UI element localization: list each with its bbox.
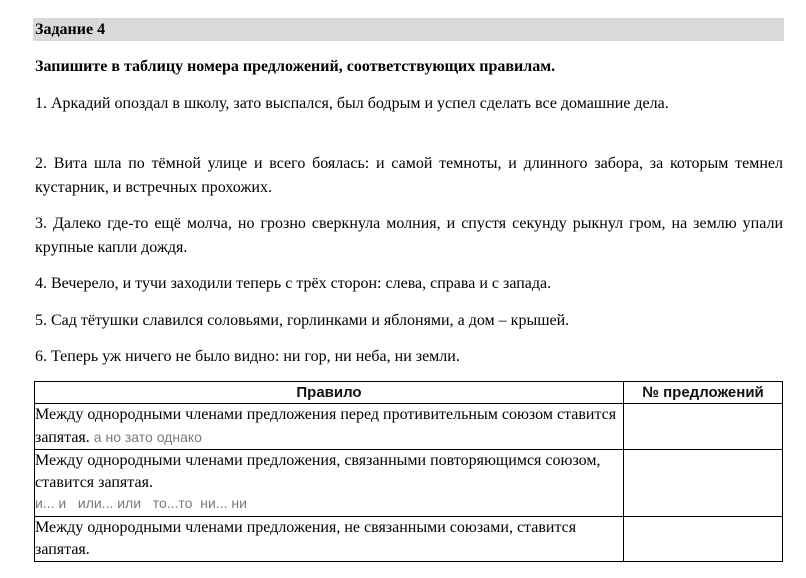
rule-cell xyxy=(35,404,624,450)
sentence-1: 1. Аркадий опоздал в школу, зато выспался, был бодрым и успел сделать все домашние дела. xyxy=(35,95,669,112)
rule-text: Между однородными членами предложения, связанными повторяющимся союзом, ставится запятая. xyxy=(35,452,601,491)
sentence-3: 3. Далеко где-то ещё молча, но грозно сверкнула молния, и спустя секунду рыкнул гром, на землю упали крупные капли дождя. xyxy=(35,215,783,256)
answer-cell[interactable] xyxy=(624,450,783,517)
rule-cell xyxy=(35,450,624,517)
rule-hint: а но зато однако xyxy=(93,429,202,445)
task-title: Задание 4 xyxy=(33,18,784,41)
table-header-row xyxy=(35,382,783,404)
rule-text: Между однородными членами предложения, не связанными союзами, ставится запятая. xyxy=(35,519,577,558)
answer-cell[interactable] xyxy=(624,404,783,450)
header-rule: Правило xyxy=(35,382,624,404)
answer-cell[interactable] xyxy=(624,517,783,562)
rule-text: Между однородными членами предложения перед противительным союзом ставится запятая. xyxy=(35,406,617,446)
sentence-2: 2. Вита шла по тёмной улице и всего боялась: и самой темноты, и длинного забора, за которым темнел кустарник, и встречных прохожих. xyxy=(35,155,783,196)
header-sentence-numbers: № предложений xyxy=(624,382,783,404)
table-row xyxy=(35,517,783,562)
table-row xyxy=(35,450,783,517)
sentence-6: 6. Теперь уж ничего не было видно: ни гор, ни неба, ни земли. xyxy=(35,348,460,365)
table-row xyxy=(35,404,783,450)
task-instruction: Запишите в таблицу номера предложений, соответствующих правилам. xyxy=(35,58,556,75)
rule-cell xyxy=(35,517,624,562)
rules-table xyxy=(34,381,783,562)
sentence-4: 4. Вечерело, и тучи заходили теперь с трёх сторон: слева, справа и с запада. xyxy=(35,275,552,292)
rule-hint: и... и или... или то...то ни... ни xyxy=(35,495,247,511)
sentence-5: 5. Сад тётушки славился соловьями, горлинками и яблонями, а дом – крышей. xyxy=(35,312,570,329)
